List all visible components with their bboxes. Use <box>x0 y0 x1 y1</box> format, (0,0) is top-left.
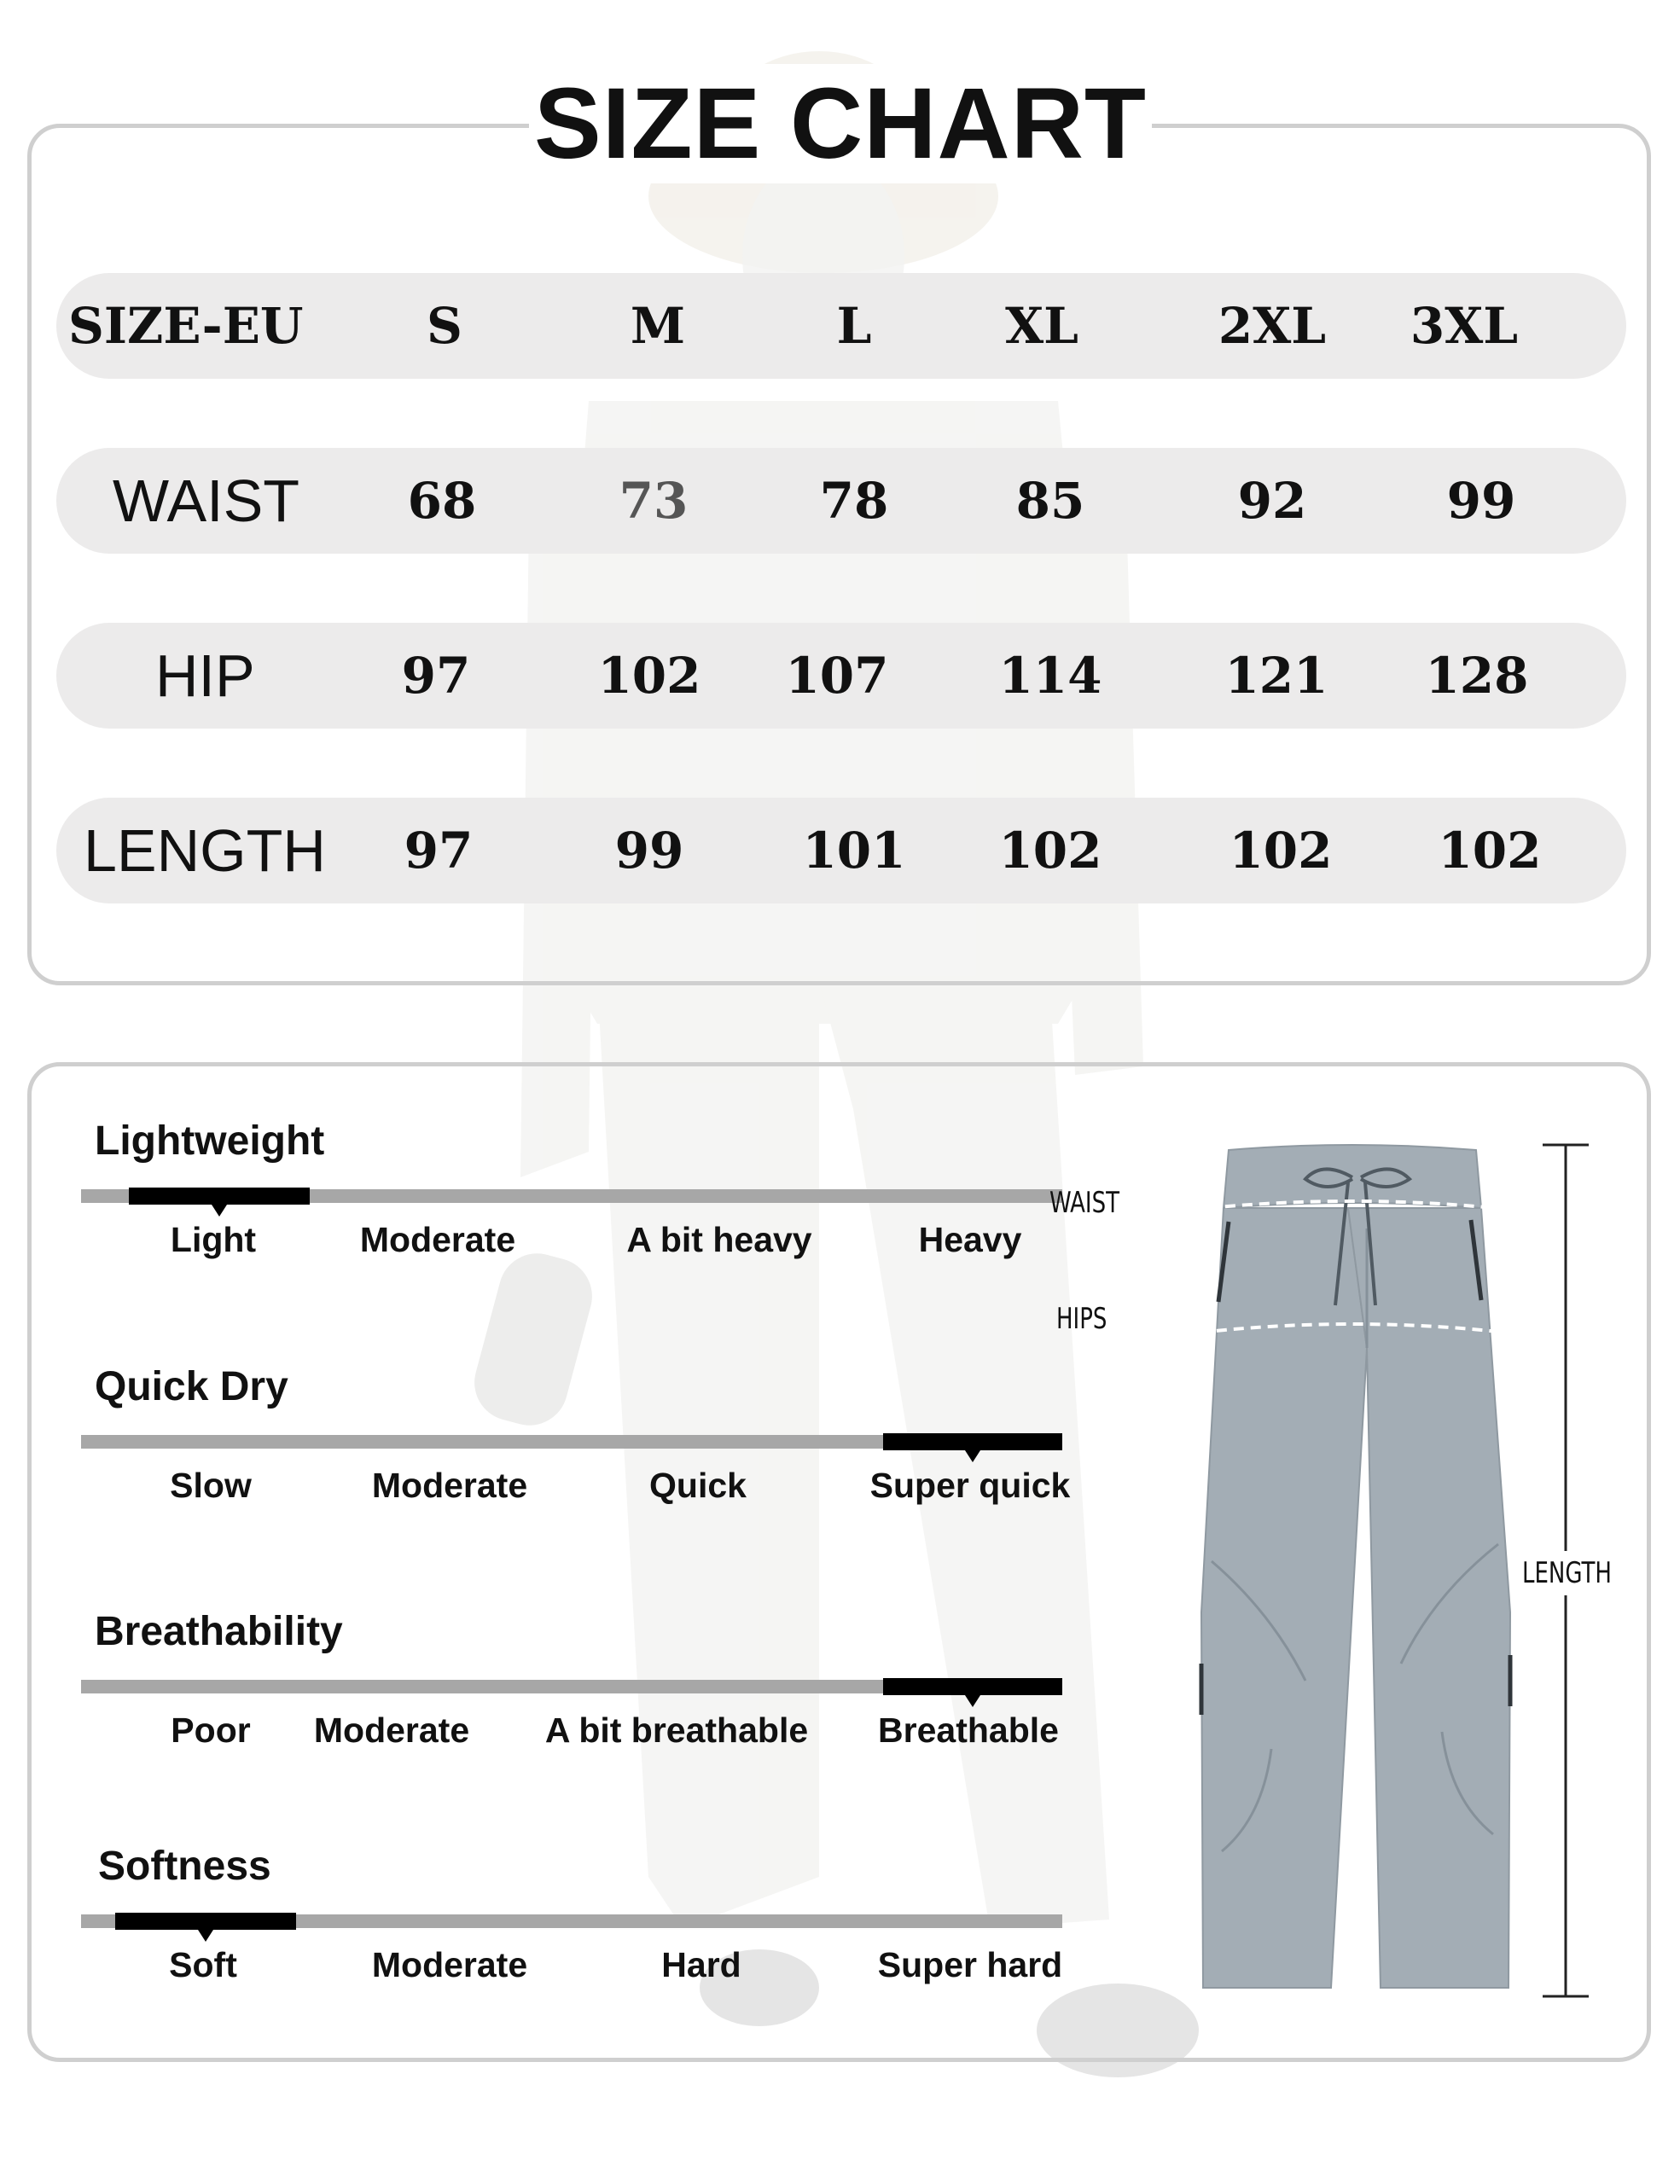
table-cell: 99 <box>614 822 684 880</box>
table-cell: 92 <box>1237 472 1307 530</box>
table-cell: 101 <box>802 822 906 880</box>
length-row-label: LENGTH <box>84 817 326 884</box>
scale-title: Breathability <box>95 1609 343 1654</box>
size-cell: 3XL <box>1410 297 1519 355</box>
scale-option: Light <box>170 1220 257 1259</box>
table-cell: 97 <box>401 647 471 705</box>
size-header-row <box>56 273 1626 379</box>
scale-title: Lightweight <box>95 1118 325 1164</box>
table-cell: 107 <box>785 647 889 705</box>
size-cell: L <box>836 297 872 355</box>
table-cell: 97 <box>404 822 474 880</box>
table-cell: 128 <box>1425 647 1529 705</box>
table-cell: 99 <box>1446 472 1516 530</box>
table-cell: 102 <box>1438 822 1542 880</box>
scale-indicator <box>129 1188 310 1205</box>
scale-option: Poor <box>171 1711 251 1750</box>
scale-option: Moderate <box>371 1466 528 1505</box>
table-cell: 121 <box>1224 647 1328 705</box>
scale-option: Moderate <box>371 1945 528 1984</box>
scale-option: Moderate <box>359 1220 516 1259</box>
scale-option: A bit heavy <box>626 1220 812 1259</box>
table-cell: 68 <box>407 472 477 530</box>
size-cell: 2XL <box>1218 297 1327 355</box>
waist-row-label: WAIST <box>113 468 300 534</box>
scale-track <box>81 1189 1062 1203</box>
table-cell: 73 <box>619 472 689 530</box>
table-cell: 102 <box>597 647 701 705</box>
title-container <box>529 64 1152 183</box>
size-cell: M <box>630 297 686 355</box>
scale-indicator <box>115 1913 296 1930</box>
scale-option: Super hard <box>877 1945 1063 1984</box>
scale-option: Moderate <box>313 1711 470 1750</box>
length-row <box>56 798 1626 903</box>
scale-option: Breathable <box>878 1711 1059 1750</box>
size-header-label: SIZE-EU <box>68 297 304 355</box>
scale-indicator <box>883 1678 1062 1695</box>
scale-option: Slow <box>170 1466 252 1505</box>
pants-diagram <box>1049 1135 1621 2030</box>
hip-row-label: HIP <box>155 642 255 709</box>
table-cell: 102 <box>1229 822 1333 880</box>
table-cell: 85 <box>1015 472 1085 530</box>
size-cell: S <box>427 297 462 355</box>
waist-row <box>56 448 1626 554</box>
scale-track <box>81 1680 1062 1693</box>
scale-option: Hard <box>661 1945 741 1984</box>
scale-indicator <box>883 1433 1062 1450</box>
scale-option: A bit breathable <box>544 1711 809 1750</box>
page-title: SIZE CHART <box>534 67 1147 180</box>
hips-measure-label: HIPS <box>1056 1302 1107 1336</box>
scale-option: Quick <box>649 1466 747 1505</box>
scale-title: Softness <box>98 1844 271 1889</box>
hip-row <box>56 623 1626 729</box>
scale-option: Soft <box>169 1945 237 1984</box>
scale-option: Heavy <box>918 1220 1022 1259</box>
table-cell: 114 <box>998 647 1102 705</box>
size-cell: XL <box>1005 297 1078 355</box>
waist-measure-label: WAIST <box>1049 1186 1119 1220</box>
scale-track <box>81 1435 1062 1449</box>
length-measure-label: LENGTH <box>1522 1551 1612 1595</box>
scale-option: Super quick <box>869 1466 1071 1505</box>
table-cell: 102 <box>998 822 1102 880</box>
scale-title: Quick Dry <box>95 1364 288 1409</box>
table-cell: 78 <box>819 472 889 530</box>
scale-track <box>81 1914 1062 1928</box>
